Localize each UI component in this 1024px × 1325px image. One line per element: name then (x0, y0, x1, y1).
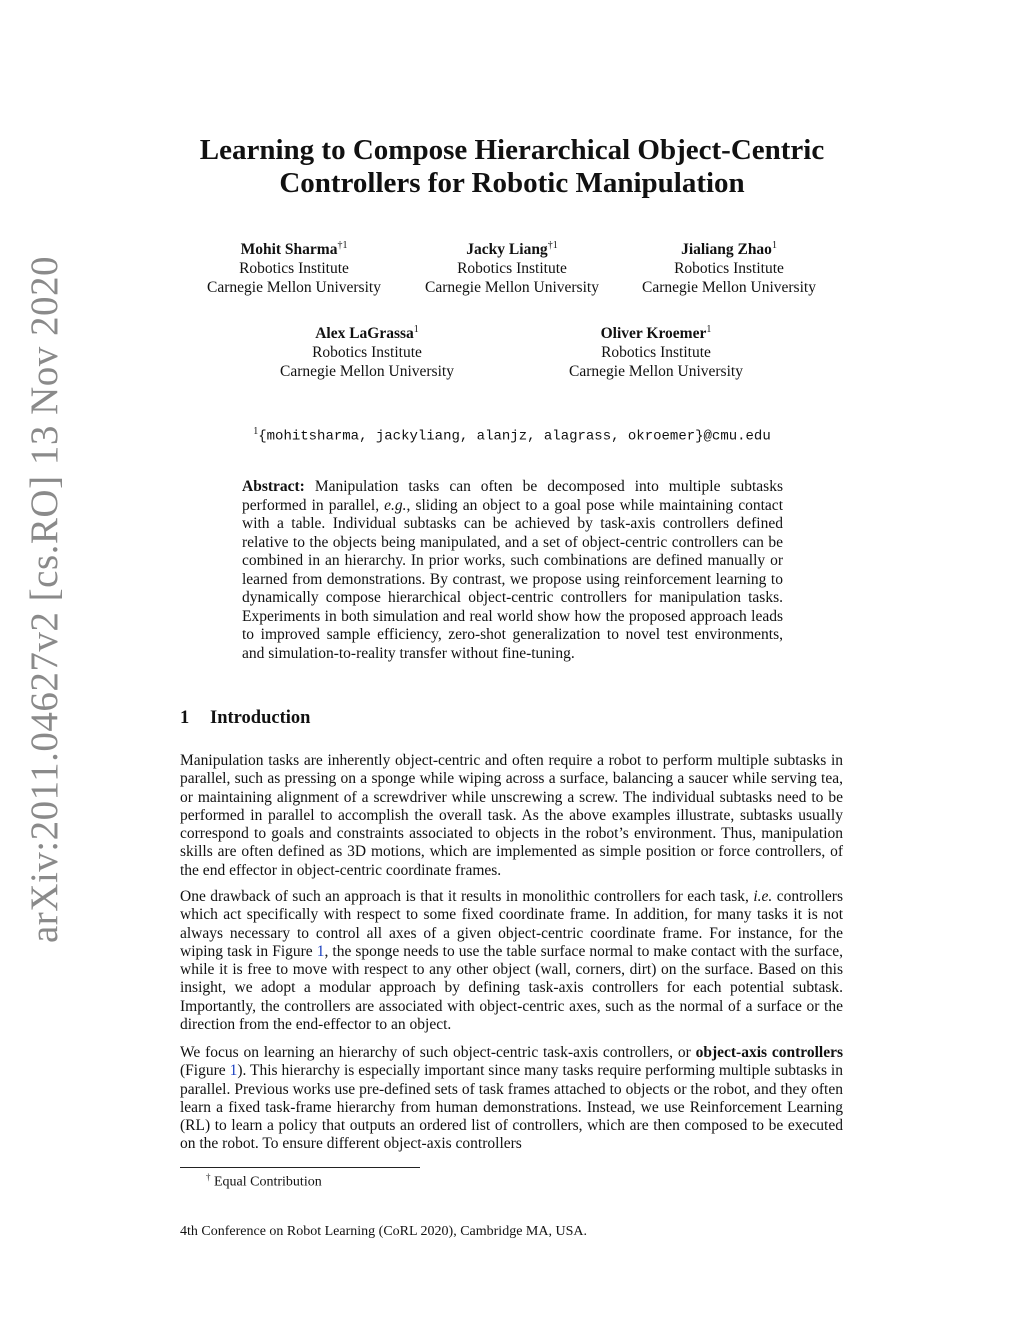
author-university: Carnegie Mellon University (642, 279, 816, 297)
paragraph-text: , the sponge needs to use the table surface normal to make contact with the surface, while it is free to move with respect to any other object (wall, corners, dirt) on the surface. Based on this insight, we adopt a modular approach by defining task-axis controllers for each potential subtask. Importantly, the controllers are associated with object-centric axes, such as the normal of a surface or the direction from the end-effector to an object. (180, 942, 843, 1034)
footnote-divider (180, 1167, 420, 1168)
author-affiliation-mark: †1 (547, 240, 558, 251)
section-heading (180, 708, 310, 729)
author-university: Carnegie Mellon University (425, 279, 599, 297)
paragraph-1 (180, 752, 843, 880)
figure-1-link[interactable]: 1 (316, 942, 325, 960)
author-department: Robotics Institute (601, 344, 711, 362)
paragraph-text: One drawback of such an approach is that it results in monolithic controllers for each task, (180, 888, 754, 905)
author-block (619, 236, 839, 297)
author-university: Carnegie Mellon University (569, 363, 743, 381)
footnote-mark: † (206, 1172, 211, 1182)
arxiv-identifier: arXiv:2011.04627v2 [cs.RO] 13 Nov 2020 (23, 256, 66, 943)
author-block (184, 236, 404, 297)
author-block (402, 236, 622, 297)
author-block (546, 320, 766, 381)
object-axis-controllers-term: object-axis controllers (695, 1044, 843, 1061)
title-line-2: Controllers for Robotic Manipulation (279, 167, 745, 199)
footnote-text: Equal Contribution (210, 1174, 322, 1190)
author-department: Robotics Institute (674, 260, 784, 278)
abstract-text: , sliding an object to a goal pose while maintaining contact with a table. Individual subtasks can be achieved by task-axis controllers defined relative to the objects being manipulated, and a set of object-centric controllers can be combined in an hierarchy. In prior works, such combinations are defined manually or learned from demonstrations. By contrast, we propose using reinforcement learning to dynamically compose hierarchical object-centric controllers for manipulation tasks. Experiments in both simulation and real world show how the proposed approach leads to improved sample efficiency, zero-shot generalization to novel test environments, and simulation-to-reality transfer without fine-tuning. (242, 496, 783, 662)
author-university: Carnegie Mellon University (207, 279, 381, 297)
paragraph-text: We focus on learning an hierarchy of such object-centric task-axis controllers, or (180, 1044, 696, 1061)
author-name: Jacky Liang (466, 241, 548, 259)
author-emails (150, 426, 874, 445)
author-block (257, 320, 477, 381)
author-name: Oliver Kroemer (600, 325, 707, 343)
author-affiliation-mark: 1 (413, 324, 419, 335)
author-affiliation-mark: 1 (771, 240, 777, 251)
author-affiliation-mark: 1 (706, 324, 712, 335)
footnote (206, 1172, 322, 1191)
section-number: 1 (180, 708, 190, 728)
author-department: Robotics Institute (239, 260, 349, 278)
author-department: Robotics Institute (312, 344, 422, 362)
paper-title (150, 134, 874, 200)
author-department: Robotics Institute (457, 260, 567, 278)
email-affiliation-mark: 1 (253, 426, 259, 437)
abstract-label: Abstract: (242, 478, 305, 495)
author-name: Jialiang Zhao (681, 241, 772, 259)
paragraph-ie: i.e. (753, 888, 773, 905)
venue-line: 4th Conference on Robot Learning (CoRL 2020), Cambridge MA, USA. (180, 1224, 587, 1239)
author-name: Alex LaGrassa (315, 325, 414, 343)
author-affiliation-mark: †1 (337, 240, 348, 251)
paragraph-text: controllers which act specifically with respect to some fixed coordinate frame. In addition, for many tasks it is not always necessary to control all axes of a given object-centric coordinate frame. For instance, for the wiping task in Figure (180, 888, 843, 960)
author-name: Mohit Sharma (240, 241, 338, 259)
section-title: Introduction (210, 708, 311, 728)
title-line-1: Learning to Compose Hierarchical Object-Centric (199, 134, 825, 166)
paragraph-text: Manipulation tasks are inherently object-centric and often require a robot to perform multiple subtasks in parallel, such as pressing on a sponge while wiping across a surface, balancing a saucer while serving tea, or maintaining alignment of a screwdriver while unscrewing a screw. The individual subtasks need to be performed in parallel to accomplish the overall task. As the above examples illustrate, subtasks usually correspond to goals and constraints associated to objects in the robot’s environment. Thus, manipulation skills are often defined as 3D motions, which are implemented as simple position or force controllers, of the end effector in object-centric coordinate frames. (180, 752, 843, 879)
email-list: {mohitsharma, jackyliang, alanjz, alagrass, okroemer}@cmu.edu (258, 428, 771, 445)
figure-1-link[interactable]: 1 (229, 1062, 238, 1080)
abstract-eg: e.g. (384, 496, 407, 514)
paragraph-text: (Figure (180, 1062, 230, 1080)
abstract-text: Manipulation tasks can often be decomposed into multiple subtasks performed in parallel, (242, 478, 783, 514)
author-university: Carnegie Mellon University (280, 363, 454, 381)
paragraph-2 (180, 888, 843, 1034)
paragraph-text: ). This hierarchy is especially important since many tasks require performing multiple subtasks in parallel. Previous works use pre-defined sets of task frames attached to objects or the robot, and they often learn a fixed task-frame hierarchy from human demonstrations. Instead, we use Reinforcement Learning (RL) to learn a policy that outputs an ordered list of controllers, which are then composed to be executed on the robot. To ensure different object-axis controllers (180, 1062, 843, 1153)
paragraph-3 (180, 1044, 843, 1154)
abstract (242, 478, 783, 663)
